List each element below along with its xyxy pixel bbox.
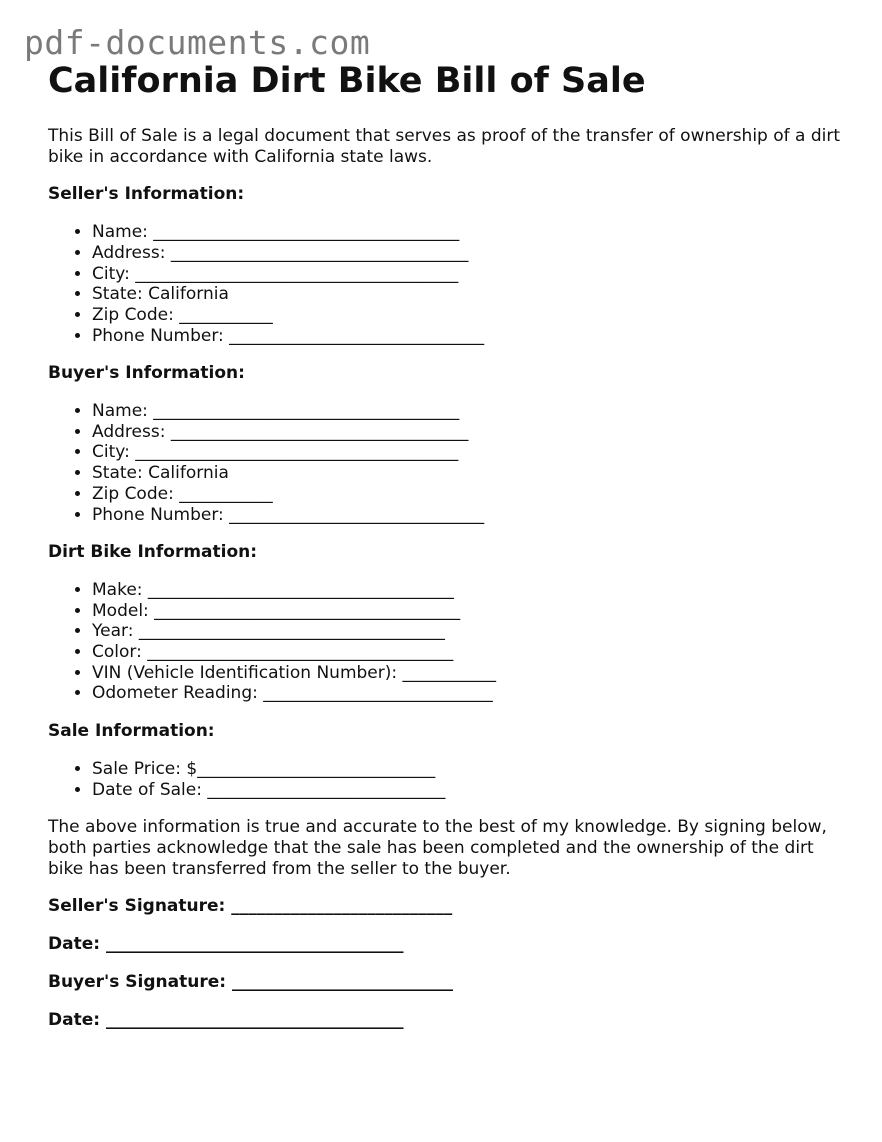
sale-price-field: • Sale Price: $____________________________ bbox=[92, 759, 848, 780]
bike-model-field: • Model: ____________________________________ bbox=[92, 601, 848, 622]
acknowledgement-paragraph: The above information is true and accurate to the best of my knowledge. By signing below, both parties acknowledge that the sale has been completed and the ownership of the dirt bike has been transferred from the seller to the buyer. bbox=[48, 817, 827, 879]
bike-odometer-field: • Odometer Reading: ___________________________ bbox=[92, 683, 848, 704]
bike-make-field: • Make: ____________________________________ bbox=[92, 580, 848, 601]
buyer-zip-field: • Zip Code: ___________ bbox=[92, 484, 848, 505]
buyer-name-field: • Name: ____________________________________ bbox=[92, 401, 848, 422]
document-title: California Dirt Bike Bill of Sale bbox=[48, 61, 646, 101]
seller-city-field: • City: ______________________________________ bbox=[92, 264, 848, 285]
intro-paragraph: This Bill of Sale is a legal document that serves as proof of the transfer of ownership of a dirt bike in accordance with California state laws. bbox=[48, 126, 841, 167]
seller-section-heading: Seller's Information: bbox=[48, 184, 245, 205]
buyer-signature-line: Buyer's Signature: __________________________ bbox=[48, 971, 453, 992]
sale-field-list bbox=[48, 759, 848, 800]
sale-section-heading: Sale Information: bbox=[48, 721, 215, 742]
seller-date-line: Date: ___________________________________ bbox=[48, 934, 404, 955]
bike-field-list bbox=[48, 580, 848, 704]
document-body bbox=[48, 126, 848, 1047]
buyer-section-heading: Buyer's Information: bbox=[48, 363, 245, 384]
seller-signature-line: Seller's Signature: __________________________ bbox=[48, 896, 453, 917]
seller-state-field: • State: California bbox=[92, 284, 848, 305]
sale-date-field: • Date of Sale: ____________________________ bbox=[92, 780, 848, 801]
bike-color-field: • Color: ____________________________________ bbox=[92, 642, 848, 663]
seller-name-field: • Name: ____________________________________ bbox=[92, 222, 848, 243]
buyer-state-field: • State: California bbox=[92, 463, 848, 484]
seller-zip-field: • Zip Code: ___________ bbox=[92, 305, 848, 326]
buyer-field-list bbox=[48, 401, 848, 525]
seller-phone-field: • Phone Number: ______________________________ bbox=[92, 326, 848, 347]
buyer-city-field: • City: ______________________________________ bbox=[92, 442, 848, 463]
seller-field-list bbox=[48, 222, 848, 346]
buyer-address-field: • Address: ___________________________________ bbox=[92, 422, 848, 443]
buyer-date-line: Date: ___________________________________ bbox=[48, 1009, 404, 1030]
bike-year-field: • Year: ____________________________________ bbox=[92, 621, 848, 642]
bike-vin-field: • VIN (Vehicle Identification Number): ___________ bbox=[92, 663, 848, 684]
site-watermark: pdf-documents.com bbox=[24, 23, 371, 62]
bike-section-heading: Dirt Bike Information: bbox=[48, 542, 258, 563]
buyer-phone-field: • Phone Number: ______________________________ bbox=[92, 505, 848, 526]
seller-address-field: • Address: ___________________________________ bbox=[92, 243, 848, 264]
